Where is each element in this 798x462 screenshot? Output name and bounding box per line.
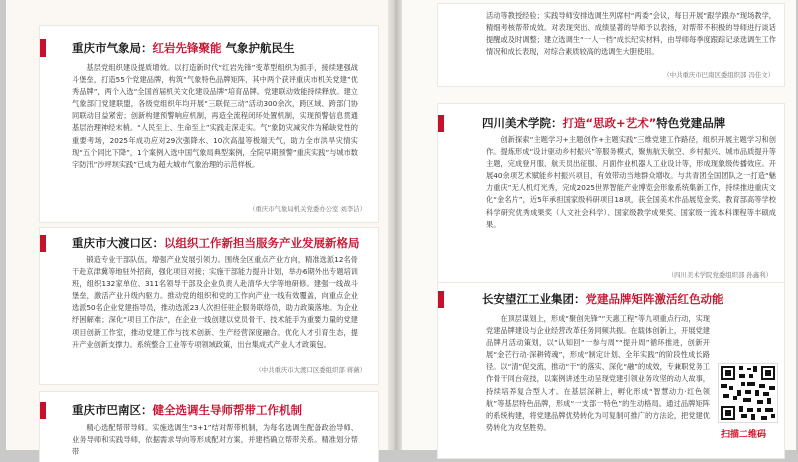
qr-caption: 扫描二维码 xyxy=(721,430,767,440)
article-card-sichuan-fine-arts xyxy=(438,104,784,288)
left-page xyxy=(6,0,388,457)
article-title: 重庆市大渡口区：以组织工作新担当服务产业发展新格局 xyxy=(72,236,360,250)
title-accent-bar xyxy=(438,115,444,132)
article-card-continuation xyxy=(438,4,784,86)
article-body: 锻造专业干部队伍，增强产业发展引领力。围绕全区重点产业方向，精准选派12名骨干赴京津冀等地驻外招商，强化项目对接；实施干部能力提升计划，举办6期外出专题培训班，组织132家单位、311名领导干部及企业负责人赴清华大学等地研修。建强一线战斗堡垒，激活产业升级内驱力。推动党的组织和党的工作向产业一线有效覆盖，向重点企业选派50名企业党建指导员，推动选派23人次担任驻企服务联络员，助力政策落地。为企业纾困解难；深化“项目工作法”，在企业一线创建以党员骨干、技术能手为重要力量的党建项目创新工作室，推动党建工作与技术创新、生产经营深度融合。优化人才引育生态，提升产业创新支撑力。系统整合工业等专项领域政策，出台集成式产业人才政策包。 xyxy=(72,255,358,349)
article-title: 重庆市气象局：红岩先锋聚能 气象护航民生 xyxy=(72,41,295,55)
qr-code-icon xyxy=(718,363,778,423)
title-accent-bar xyxy=(40,39,46,57)
title-accent-bar xyxy=(40,402,46,419)
article-title: 四川美术学院：打造“思政+艺术”特色党建品牌 xyxy=(482,116,726,130)
right-page xyxy=(402,0,796,450)
article-body: 在顶层谋划上，形成“聚创先锋”“天惠工程”等九项重点行动，实现党建品牌建设与企业经营改革任务同频共振。在载体创新上，开展党建品牌月活动策划，以“认知回“一参与周”“提升周”循环推进，创新开展“金芒行动·深耕铸魂”，形成“制定计划、全年实践”的阶段性成长路径。以“清”促交流，推动“干”的落实、深化“融”的成效，专兼职党务工作骨干同台竞技，以案例讲述生动呈现党建引领业务攻坚的动人故事，持续培养复合型人才。在基层深耕上，孵化形成“智慧动力·红色领航”等基层特色品牌，形成“一支部一特色”的生动格局。通过品牌矩阵的系统构建，将党建品牌优势转化为可复制可推广的方法论，把党建优势转化为攻坚胜势。 xyxy=(486,314,710,432)
article-card-dadukou xyxy=(40,228,378,384)
article-title: 重庆市巴南区：健全选调生导师帮带工作机制 xyxy=(72,403,302,417)
title-accent-bar xyxy=(438,291,444,308)
article-card-changan-wangjiang xyxy=(438,283,784,458)
article-body: 基层党组织建设提质增效。以打造新时代“红岩先锋”变革型组织为抓手，接续建强战斗堡垒，打造55个党建品牌，构筑“气象特色品牌矩阵，其中两个获评重庆市机关党建”优秀品牌”，两个入选“全国首届机关文化建设品牌”培育品牌。党建联动效能持续释放。建立气象部门党建联盟，各级党组织年均开展“三联促三动”活动300余次，跨区域、跨部门协同联动目益紧密；创新构建预警响应机制，再造全流程闭环处置机制，实现预警信息贯通基层治理神经末梢。“人民至上、生命至上”实践走深走实。气“象防灾减灾作为稀缺党性的重要考场，2025年成功应对29次强降水、10次高温等极端天气，助力全市洪旱灾情实现“五个同比下降”，1个案例入选中国气象局典型案例，全院早期预警”重庆实践”与城市数字防汛”沙坪坝实践”已成为超大城市气象治理的示范样板。 xyxy=(72,63,358,169)
book-gutter xyxy=(388,0,402,450)
article-source: （重庆市气象局机关党委办公室 刘李洁） xyxy=(248,205,366,213)
title-accent-bar xyxy=(40,235,46,252)
article-source: （四川美术学院党委组织部 孙鑫利） xyxy=(667,271,772,279)
article-title: 长安望江工业集团：党建品牌矩阵激活红色动能 xyxy=(482,292,724,306)
article-body: 精心选配帮带导师。实施选调生“3+1”结对帮带机制，为每名选调生配备政治导师、业务导师和实践导师，依据需求导向等形成配对方案，并建档确立帮带关系。精准划分帮带 xyxy=(72,423,358,457)
article-card-weather-bureau xyxy=(40,26,378,222)
article-source: （中共重庆市大渡口区委组织部 蒋薇） xyxy=(255,366,366,374)
article-card-banan xyxy=(40,392,378,462)
article-source: （中共重庆市巴南区委组织部 冯佳文） xyxy=(663,71,774,79)
article-body: 创新探索“主题学习+主题创作+主题实践”三维党建工作路径，组织开展主题学习和创作。提炼形成“设计驱动乡村振兴”等服务模式，聚焦航天航空、乡村振兴、城市品质提升等主题，完成登月服、航天员出征服、月面作业机器人工业设计等，形成现象级传播效应。开展40余项艺术赋能乡村振兴项目，有效带动当地群众增收。与共青团全国团队之一打造“魅力重庆”无人机灯光秀，完成2025世界智能产业博览会形象系统集新工作，持续推进重庆文化“金名片”，近5年承担国家级科研项目18项，获全国美术作品展览金奖、教育部高等学校科学研究优秀成果奖（人文社会科学）、国家级教学成果奖、国家级一流本科课程等丰硕成果。 xyxy=(486,135,776,229)
article-body: 活动等教授经验；实践导师安排选调生列席村“两委”会议，每日开展“跟学跟办”现场教学，精细考核帮带成效。对表现突出、成绩显著的导师予以表扬，对帮带不积极的导师进行谈话提醒或及时调整；建立选调生“一人一档”成长纪实材料，由导师每季度跟踪记录选调生工作情况和成长表现，对综合素质较高的选调生大胆使用。 xyxy=(486,11,776,57)
